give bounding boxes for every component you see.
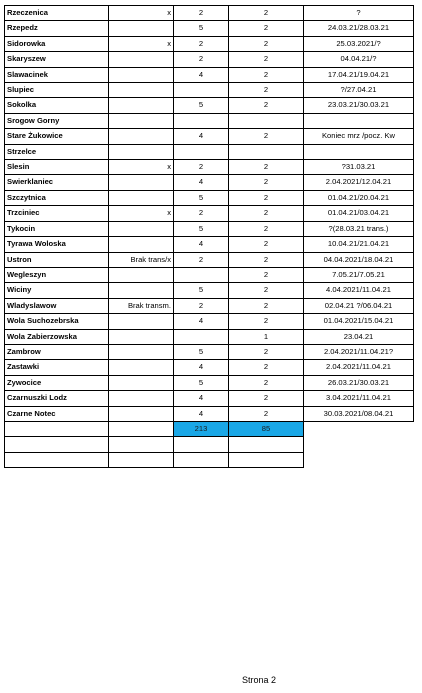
cell-empty bbox=[5, 421, 109, 436]
location-name-cell: Stare Żukowice bbox=[5, 129, 109, 144]
location-name-cell: Strzelce bbox=[5, 144, 109, 159]
dates-cell: 3.04.2021/11.04.21 bbox=[304, 391, 414, 406]
location-name-cell: Sokolka bbox=[5, 98, 109, 113]
table-row bbox=[5, 67, 414, 82]
page-footer bbox=[0, 675, 422, 685]
value-a-cell: 5 bbox=[174, 190, 229, 205]
location-name-cell: Tyrawa Woloska bbox=[5, 237, 109, 252]
dates-cell: ?/27.04.21 bbox=[304, 83, 414, 98]
table-row bbox=[5, 129, 414, 144]
table-row bbox=[5, 6, 414, 21]
value-a-cell: 2 bbox=[174, 6, 229, 21]
flag-cell bbox=[109, 344, 174, 359]
dates-cell bbox=[304, 113, 414, 128]
location-name-cell: Rzepedz bbox=[5, 21, 109, 36]
value-a-cell: 2 bbox=[174, 298, 229, 313]
dates-cell: 24.03.21/28.03.21 bbox=[304, 21, 414, 36]
flag-cell bbox=[109, 113, 174, 128]
cell-empty bbox=[174, 437, 229, 452]
value-a-cell: 4 bbox=[174, 175, 229, 190]
table-row bbox=[5, 406, 414, 421]
value-b-cell: 2 bbox=[229, 375, 304, 390]
dates-cell: 01.04.21/03.04.21 bbox=[304, 206, 414, 221]
empty-row bbox=[5, 437, 414, 452]
value-a-cell: 2 bbox=[174, 206, 229, 221]
value-a-cell: 5 bbox=[174, 98, 229, 113]
location-name-cell: Zastawki bbox=[5, 360, 109, 375]
flag-cell bbox=[109, 314, 174, 329]
flag-cell bbox=[109, 144, 174, 159]
dates-cell: 23.03.21/30.03.21 bbox=[304, 98, 414, 113]
dates-cell: 23.04.21 bbox=[304, 329, 414, 344]
cell-empty bbox=[5, 437, 109, 452]
value-b-cell: 2 bbox=[229, 406, 304, 421]
value-a-cell: 4 bbox=[174, 406, 229, 421]
value-a-cell: 4 bbox=[174, 314, 229, 329]
value-b-cell: 2 bbox=[229, 36, 304, 51]
location-name-cell: Zywocice bbox=[5, 375, 109, 390]
location-name-cell: Rzeczenica bbox=[5, 6, 109, 21]
flag-cell bbox=[109, 221, 174, 236]
value-b-cell bbox=[229, 144, 304, 159]
location-name-cell: Swierklaniec bbox=[5, 175, 109, 190]
table-row bbox=[5, 360, 414, 375]
dates-cell: ? bbox=[304, 6, 414, 21]
dates-cell: 30.03.2021/08.04.21 bbox=[304, 406, 414, 421]
value-a-cell: 2 bbox=[174, 52, 229, 67]
table-row bbox=[5, 221, 414, 236]
flag-cell bbox=[109, 283, 174, 298]
value-a-cell: 4 bbox=[174, 360, 229, 375]
dates-cell: ?(28.03.21 trans.) bbox=[304, 221, 414, 236]
flag-cell bbox=[109, 406, 174, 421]
table-row bbox=[5, 160, 414, 175]
location-name-cell: Tykocin bbox=[5, 221, 109, 236]
dates-cell: 01.04.2021/15.04.21 bbox=[304, 314, 414, 329]
flag-cell bbox=[109, 67, 174, 82]
location-name-cell: Szczytnica bbox=[5, 190, 109, 205]
value-b-cell: 2 bbox=[229, 298, 304, 313]
flag-cell bbox=[109, 21, 174, 36]
table-row bbox=[5, 298, 414, 313]
value-b-cell: 2 bbox=[229, 391, 304, 406]
value-b-cell: 2 bbox=[229, 67, 304, 82]
value-b-cell: 2 bbox=[229, 237, 304, 252]
table-row bbox=[5, 252, 414, 267]
table-row bbox=[5, 391, 414, 406]
location-name-cell: Trzciniec bbox=[5, 206, 109, 221]
table-row bbox=[5, 206, 414, 221]
location-name-cell: Wladyslawow bbox=[5, 298, 109, 313]
table-row bbox=[5, 36, 414, 51]
flag-cell bbox=[109, 375, 174, 390]
value-a-cell: 2 bbox=[174, 36, 229, 51]
flag-cell: x bbox=[109, 6, 174, 21]
total-a-cell: 213 bbox=[174, 421, 229, 436]
total-b-cell: 85 bbox=[229, 421, 304, 436]
flag-cell bbox=[109, 98, 174, 113]
flag-cell bbox=[109, 267, 174, 282]
value-a-cell bbox=[174, 144, 229, 159]
value-a-cell bbox=[174, 329, 229, 344]
value-b-cell: 2 bbox=[229, 98, 304, 113]
dates-cell: 25.03.2021/? bbox=[304, 36, 414, 51]
location-name-cell: Wiciny bbox=[5, 283, 109, 298]
dates-cell: 04.04.21/? bbox=[304, 52, 414, 67]
table-row bbox=[5, 329, 414, 344]
value-b-cell: 2 bbox=[229, 175, 304, 190]
table-row bbox=[5, 21, 414, 36]
table-row bbox=[5, 83, 414, 98]
location-name-cell: Slesin bbox=[5, 160, 109, 175]
location-name-cell: Wola Zabierzowska bbox=[5, 329, 109, 344]
value-b-cell: 2 bbox=[229, 344, 304, 359]
value-b-cell: 2 bbox=[229, 83, 304, 98]
totals-row bbox=[5, 421, 414, 436]
location-name-cell: Wola Suchozebrska bbox=[5, 314, 109, 329]
table-row bbox=[5, 237, 414, 252]
flag-cell bbox=[109, 329, 174, 344]
value-b-cell: 2 bbox=[229, 21, 304, 36]
location-name-cell: Slawacinek bbox=[5, 67, 109, 82]
location-name-cell: Sidorowka bbox=[5, 36, 109, 51]
flag-cell bbox=[109, 237, 174, 252]
value-a-cell: 5 bbox=[174, 283, 229, 298]
cell-empty bbox=[229, 437, 304, 452]
flag-cell bbox=[109, 129, 174, 144]
value-a-cell: 2 bbox=[174, 160, 229, 175]
value-b-cell: 2 bbox=[229, 221, 304, 236]
cell-empty bbox=[304, 437, 414, 452]
empty-row bbox=[5, 452, 414, 467]
location-name-cell: Slupiec bbox=[5, 83, 109, 98]
value-b-cell: 2 bbox=[229, 206, 304, 221]
table-row bbox=[5, 113, 414, 128]
value-a-cell bbox=[174, 267, 229, 282]
table-body bbox=[5, 6, 414, 422]
table-row bbox=[5, 175, 414, 190]
flag-cell: x bbox=[109, 160, 174, 175]
location-name-cell: Ustron bbox=[5, 252, 109, 267]
dates-cell: 04.04.2021/18.04.21 bbox=[304, 252, 414, 267]
dates-cell: 01.04.21/20.04.21 bbox=[304, 190, 414, 205]
dates-cell: 26.03.21/30.03.21 bbox=[304, 375, 414, 390]
dates-cell: 2.04.2021/11.04.21? bbox=[304, 344, 414, 359]
cell-empty bbox=[304, 421, 414, 436]
value-b-cell: 2 bbox=[229, 314, 304, 329]
flag-cell: Brak trans/x bbox=[109, 252, 174, 267]
location-name-cell: Czarnuszki Lodz bbox=[5, 391, 109, 406]
value-b-cell: 2 bbox=[229, 267, 304, 282]
location-name-cell: Skaryszew bbox=[5, 52, 109, 67]
value-a-cell: 4 bbox=[174, 67, 229, 82]
dates-cell: 2.04.2021/11.04.21 bbox=[304, 360, 414, 375]
flag-cell: x bbox=[109, 36, 174, 51]
value-a-cell: 5 bbox=[174, 344, 229, 359]
flag-cell: Brak transm. bbox=[109, 298, 174, 313]
dates-cell: ?31.03.21 bbox=[304, 160, 414, 175]
table-row bbox=[5, 52, 414, 67]
cell-empty bbox=[229, 452, 304, 467]
value-b-cell: 2 bbox=[229, 190, 304, 205]
value-a-cell: 2 bbox=[174, 252, 229, 267]
table-footer-rows bbox=[5, 421, 414, 467]
flag-cell bbox=[109, 190, 174, 205]
value-a-cell: 5 bbox=[174, 221, 229, 236]
dates-cell: 4.04.2021/11.04.21 bbox=[304, 283, 414, 298]
value-b-cell: 2 bbox=[229, 129, 304, 144]
location-name-cell: Zambrow bbox=[5, 344, 109, 359]
table-row bbox=[5, 344, 414, 359]
dates-cell: 02.04.21 ?/06.04.21 bbox=[304, 298, 414, 313]
location-name-cell: Czarne Notec bbox=[5, 406, 109, 421]
value-a-cell: 4 bbox=[174, 391, 229, 406]
value-b-cell: 2 bbox=[229, 160, 304, 175]
flag-cell bbox=[109, 360, 174, 375]
value-a-cell bbox=[174, 113, 229, 128]
value-a-cell: 5 bbox=[174, 21, 229, 36]
dates-cell: 17.04.21/19.04.21 bbox=[304, 67, 414, 82]
flag-cell bbox=[109, 52, 174, 67]
table-row bbox=[5, 314, 414, 329]
cell-empty bbox=[109, 421, 174, 436]
table-row bbox=[5, 144, 414, 159]
flag-cell: x bbox=[109, 206, 174, 221]
dates-cell: 7.05.21/7.05.21 bbox=[304, 267, 414, 282]
flag-cell bbox=[109, 83, 174, 98]
page-number-label: Strona 2 bbox=[241, 675, 277, 685]
value-b-cell: 2 bbox=[229, 52, 304, 67]
cell-empty bbox=[304, 452, 414, 467]
spreadsheet-table bbox=[4, 5, 414, 468]
value-a-cell: 4 bbox=[174, 237, 229, 252]
table-row bbox=[5, 267, 414, 282]
cell-empty bbox=[5, 452, 109, 467]
value-a-cell: 4 bbox=[174, 129, 229, 144]
dates-cell: 2.04.2021/12.04.21 bbox=[304, 175, 414, 190]
cell-empty bbox=[109, 437, 174, 452]
dates-cell: Koniec mrz /pocz. Kw bbox=[304, 129, 414, 144]
value-b-cell: 2 bbox=[229, 283, 304, 298]
value-a-cell bbox=[174, 83, 229, 98]
value-b-cell: 2 bbox=[229, 6, 304, 21]
value-a-cell: 5 bbox=[174, 375, 229, 390]
dates-cell bbox=[304, 144, 414, 159]
cell-empty bbox=[174, 452, 229, 467]
cell-empty bbox=[109, 452, 174, 467]
value-b-cell: 2 bbox=[229, 252, 304, 267]
value-b-cell: 1 bbox=[229, 329, 304, 344]
value-b-cell bbox=[229, 113, 304, 128]
table-row bbox=[5, 98, 414, 113]
location-name-cell: Wegleszyn bbox=[5, 267, 109, 282]
flag-cell bbox=[109, 391, 174, 406]
table-row bbox=[5, 283, 414, 298]
value-b-cell: 2 bbox=[229, 360, 304, 375]
table-row bbox=[5, 375, 414, 390]
flag-cell bbox=[109, 175, 174, 190]
table-row bbox=[5, 190, 414, 205]
location-name-cell: Srogow Gorny bbox=[5, 113, 109, 128]
dates-cell: 10.04.21/21.04.21 bbox=[304, 237, 414, 252]
